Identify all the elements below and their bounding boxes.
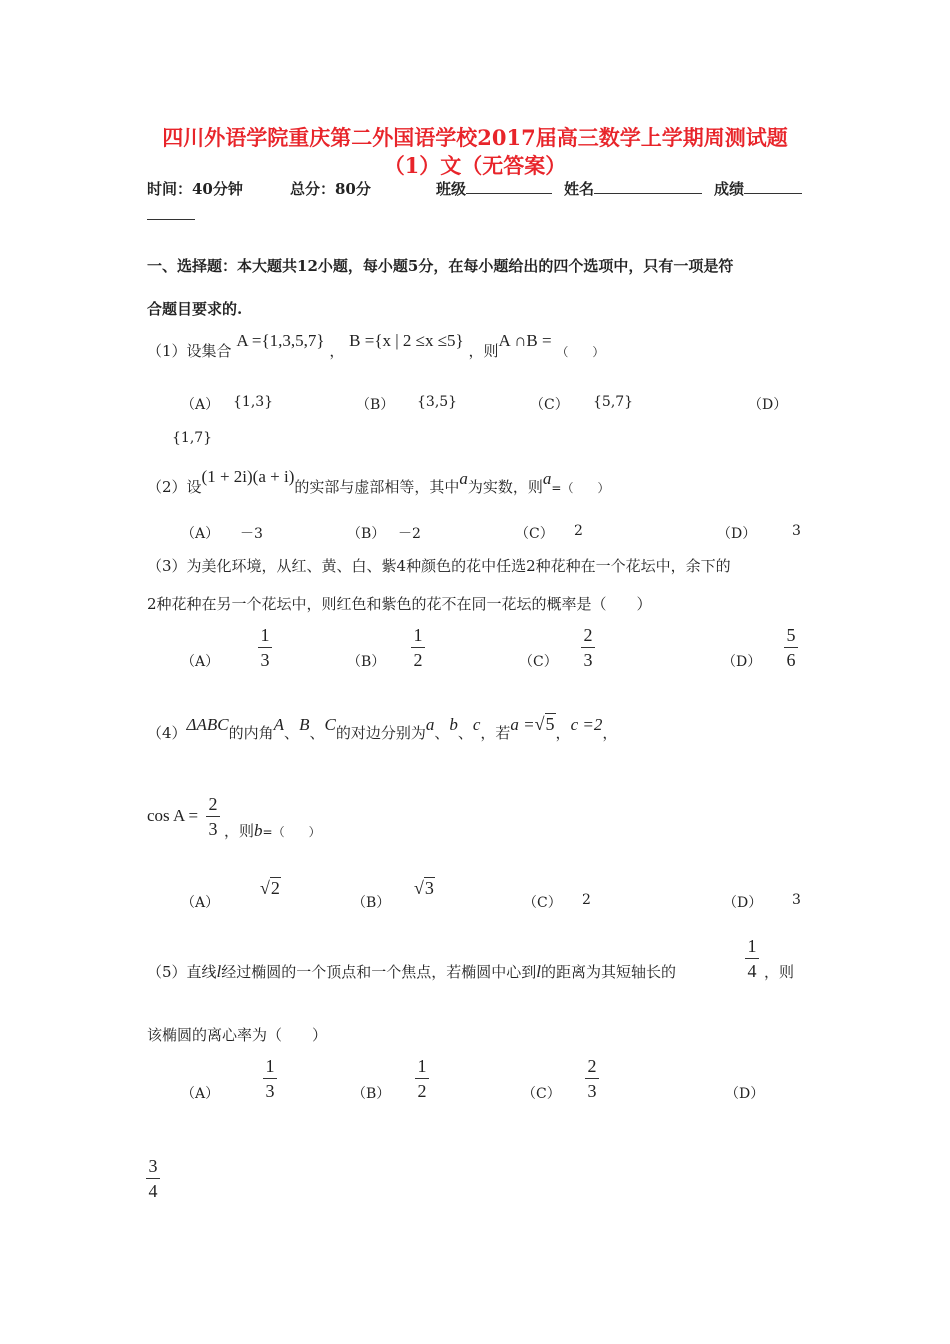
q5-then: ，则: [764, 963, 795, 981]
q4-cos-fraction: 2 3: [206, 794, 220, 839]
q4-answer-paren: =（ ）: [262, 825, 321, 839]
q4-then-text: ，则: [224, 822, 255, 840]
q4-option-c-value: 2: [582, 892, 591, 908]
section-heading: 一、选择题：本大题共12小题，每小题5分，在每小题给出的四个选项中，只有一项是符: [147, 257, 734, 275]
question-2: [147, 467, 610, 497]
q1-option-a-value: {1,3}: [233, 394, 274, 410]
q1-then: ，则: [468, 342, 499, 360]
exam-time: 时间：40分钟: [147, 180, 243, 198]
q1-option-b-label[interactable]: （B）: [356, 397, 395, 413]
q4-side-a: a: [425, 715, 435, 734]
q4-sep-3: 、: [434, 724, 450, 742]
q2-option-c-label[interactable]: （C）: [515, 526, 554, 542]
question-5-cont: 该椭圆的离心率为（ ）: [147, 1026, 328, 1044]
q2-option-b-value: －2: [398, 526, 421, 542]
q2-option-b-label[interactable]: （B）: [347, 526, 386, 542]
question-3-cont: 2种花种在另一个花坛中，则红色和紫色的花不在同一花坛的概率是（ ）: [147, 595, 652, 613]
q5-fraction: 1 4: [745, 936, 759, 981]
q4-text-3: ，若: [480, 724, 511, 742]
q3-option-a-label[interactable]: （A）: [181, 654, 220, 670]
q4-sep-2: 、: [309, 724, 325, 742]
q4-angle-b: B: [299, 715, 310, 734]
q3-option-d-fraction: 5 6: [784, 625, 798, 670]
q1-answer-paren: （ ）: [556, 345, 605, 359]
q4-option-d-value: 3: [792, 892, 801, 908]
question-4: [147, 714, 618, 743]
q4-angle-a: A: [273, 715, 285, 734]
q4-sep-4: 、: [457, 724, 473, 742]
q1-set-a: A ={1,3,5,7}: [236, 331, 325, 350]
q2-answer-paren: =（ ）: [551, 481, 610, 495]
q4-a-equals: a =: [510, 715, 535, 734]
q2-var-a: a: [459, 469, 468, 488]
q5-prefix: （5）直线: [147, 963, 217, 981]
q4-side-b: b: [449, 715, 458, 734]
q4-option-a-sqrt: √2: [260, 878, 280, 898]
q4-option-c-label[interactable]: （C）: [523, 895, 562, 911]
q1-option-c-value: {5,7}: [593, 394, 634, 410]
q5-option-b-label[interactable]: （B）: [352, 1086, 391, 1102]
q4-cos-expr: cos A =: [147, 806, 199, 825]
page-subtitle: （1）文（无答案）: [383, 153, 567, 178]
q4-option-b-sqrt: √3: [414, 878, 434, 898]
q4-angle-c: C: [324, 715, 336, 734]
q5-option-a-label[interactable]: （A）: [181, 1086, 220, 1102]
name-blank[interactable]: [594, 179, 702, 194]
q4-text-2: 的对边分别为: [335, 724, 426, 742]
q5-text-2: 的距离为其短轴长的: [541, 963, 677, 981]
q4-triangle: ΔABC: [186, 715, 229, 734]
q3-option-b-label[interactable]: （B）: [347, 654, 386, 670]
q2-option-c-value: 2: [574, 523, 583, 539]
q5-text-1: 经过椭圆的一个顶点和一个焦点，若椭圆中心到: [221, 963, 537, 981]
q4-sqrt-5: √5: [534, 714, 555, 734]
question-5: [147, 961, 676, 982]
q1-option-a-label[interactable]: （A）: [181, 397, 220, 413]
q4-text-4: ，: [555, 724, 571, 742]
name-label: 姓名: [564, 180, 595, 198]
q3-option-b-fraction: 1 2: [411, 625, 425, 670]
q5-option-c-label[interactable]: （C）: [522, 1086, 561, 1102]
q2-option-d-value: 3: [792, 523, 801, 539]
q3-option-d-label[interactable]: （D）: [722, 654, 762, 670]
q1-set-b: B ={x | 2 ≤x ≤5}: [349, 331, 464, 350]
q5-option-c-fraction: 2 3: [585, 1056, 599, 1101]
q2-prefix: （2）设: [147, 478, 202, 496]
q4-then: [224, 820, 321, 841]
class-label: 班级: [436, 180, 467, 198]
q2-option-d-label[interactable]: （D）: [717, 526, 757, 542]
q5-option-d-fraction: 3 4: [146, 1156, 160, 1201]
q4-option-a-label[interactable]: （A）: [181, 895, 220, 911]
q5-option-d-label[interactable]: （D）: [725, 1086, 765, 1102]
q3-option-c-label[interactable]: （C）: [519, 654, 558, 670]
q1-expr: A ∩B =: [498, 331, 552, 350]
q1-option-c-label[interactable]: （C）: [530, 397, 569, 413]
q4-prefix: （4）: [147, 724, 187, 742]
q5-line-l: l: [216, 962, 222, 981]
class-field: [436, 178, 552, 199]
question-1: [147, 331, 605, 361]
q5-option-b-fraction: 1 2: [415, 1056, 429, 1101]
q2-option-a-value: －3: [240, 526, 263, 542]
q2-expr: (1 + 2i)(a + i): [201, 467, 295, 486]
q4-sep-1: 、: [284, 724, 300, 742]
q4-text-5: ，: [602, 724, 618, 742]
q2-option-a-label[interactable]: （A）: [181, 526, 220, 542]
grade-field: [714, 178, 802, 199]
grade-blank[interactable]: [744, 179, 802, 194]
section-heading-cont: 合题目要求的.: [147, 300, 243, 318]
q5-line-l2: l: [536, 962, 542, 981]
q1-option-b-value: {3,5}: [417, 394, 458, 410]
q4-option-b-label[interactable]: （B）: [352, 895, 391, 911]
q3-option-a-fraction: 1 3: [258, 625, 272, 670]
q2-var-a2: a: [542, 469, 552, 488]
q4-text-1: 的内角: [228, 724, 274, 742]
exam-total-score: 总分：80分: [290, 180, 371, 198]
q5-option-a-fraction: 1 3: [263, 1056, 277, 1101]
q1-option-d-label[interactable]: （D）: [748, 397, 788, 413]
q4-option-d-label[interactable]: （D）: [723, 895, 763, 911]
q2-text-mid2: 为实数，则: [467, 478, 543, 496]
grade-blank-continuation[interactable]: [147, 219, 195, 220]
q1-option-d-value: {1,7}: [172, 430, 213, 446]
grade-label: 成绩: [714, 180, 745, 198]
q4-var-b: b: [254, 821, 263, 840]
class-blank[interactable]: [466, 179, 552, 194]
question-3: （3）为美化环境，从红、黄、白、紫4种颜色的花中任选2种花种在一个花坛中，余下的: [147, 557, 731, 575]
q1-prefix: （1）设集合: [147, 342, 232, 360]
q4-c-equals: c =2: [570, 715, 603, 734]
q1-comma: ，: [329, 342, 345, 360]
name-field: [564, 178, 702, 199]
q2-text-mid: 的实部与虚部相等，其中: [294, 478, 460, 496]
q4-side-c: c: [472, 715, 481, 734]
q3-option-c-fraction: 2 3: [581, 625, 595, 670]
page-title: 四川外语学院重庆第二外国语学校2017届高三数学上学期周测试题: [162, 125, 788, 150]
